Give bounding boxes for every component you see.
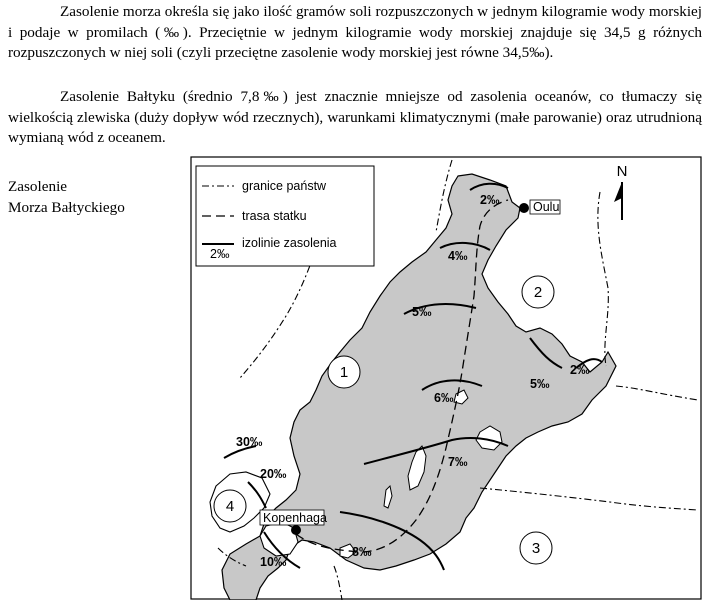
copenhagen-label: Kopenhaga <box>263 511 327 525</box>
svg-text:2: 2 <box>533 284 543 301</box>
salinity-label: 6‰ <box>434 391 454 405</box>
legend-border-label: granice państw <box>242 179 327 193</box>
salinity-label: 10‰ <box>260 555 287 569</box>
svg-text:1: 1 <box>339 364 349 381</box>
salinity-label: 30‰ <box>236 435 263 449</box>
salinity-label: 8‰ <box>352 545 372 559</box>
caption-line-2: Morza Bałtyckiego <box>8 199 125 216</box>
caption-line-1: Zasolenie <box>8 178 68 195</box>
salinity-label: 2‰ <box>480 193 500 207</box>
salinity-label: 5‰ <box>412 305 432 319</box>
region-2 <box>522 276 554 308</box>
salinity-label: 7‰ <box>448 455 468 469</box>
region-4 <box>214 490 246 522</box>
legend-route-label: trasa statku <box>242 209 307 223</box>
baltic-salinity-map <box>190 156 702 600</box>
intro-paragraph: Zasolenie morza określa się jako ilość gramów soli rozpuszczonych w jednym kilogramie wody morskiej i podaje w promilach (‰). Przeciętnie w jednym kilogramie wody morskiej znajduje się 34,5 g różnych rozpuszczonych w niej soli (czyli przeciętne zasolenie wody morskiej jest równe 34,5‰). <box>8 3 702 61</box>
oulu-label: Oulu <box>533 200 560 214</box>
salinity-label: 20‰ <box>260 467 287 481</box>
legend-isoline-sample: 2‰ <box>210 247 230 261</box>
svg-text:4: 4 <box>225 498 235 515</box>
baltic-paragraph: Zasolenie Bałtyku (średnio 7,8‰) jest znacznie mniejsze od zasolenia oceanów, co tłumaczy się wielkością zlewiska (duży dopływ wód rzecznych), warunkami klimatycznymi (małe parowanie) oraz utrudnioną wymianą wód z oceanem. <box>8 88 702 146</box>
legend <box>196 166 374 266</box>
region-3 <box>520 532 552 564</box>
map-caption <box>8 176 125 218</box>
legend-isoline-label: izolinie zasolenia <box>242 236 337 250</box>
salinity-label: 2‰ <box>570 363 590 377</box>
salinity-label: 4‰ <box>448 249 468 263</box>
region-1 <box>328 356 360 388</box>
salinity-label: 5‰ <box>530 377 550 391</box>
north-label: N <box>616 163 628 180</box>
svg-text:3: 3 <box>531 540 541 557</box>
